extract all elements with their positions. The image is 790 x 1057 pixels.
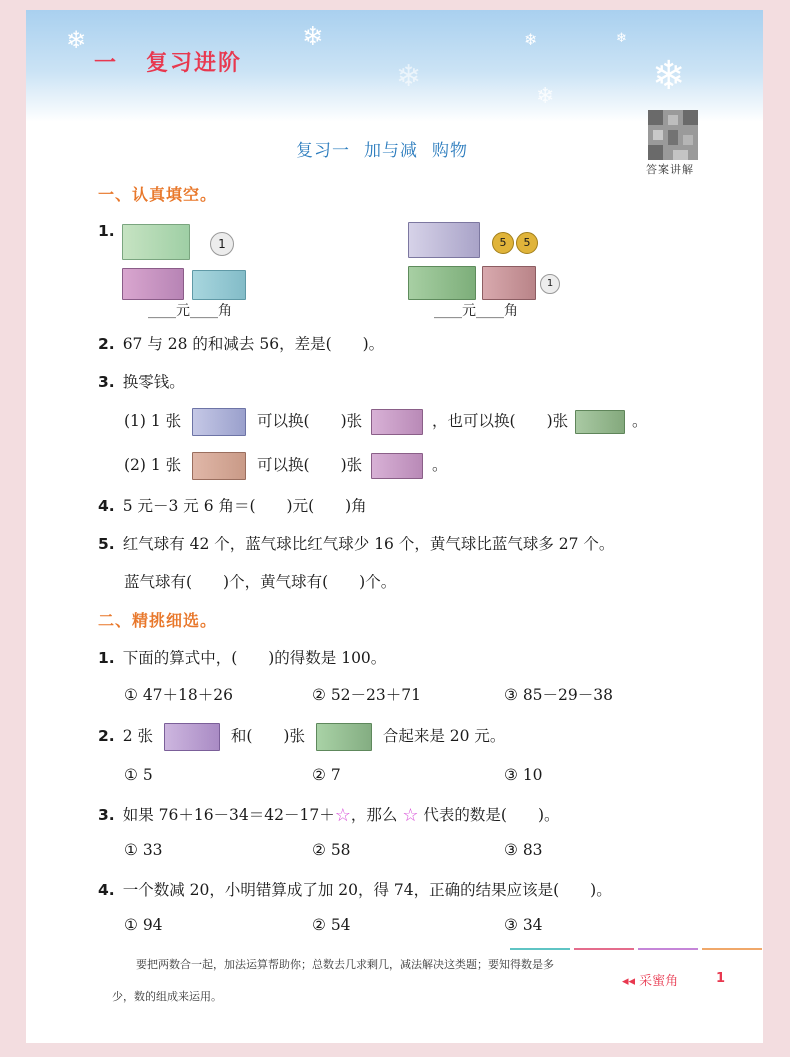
snowflake-icon: ❄ [524, 30, 538, 49]
snowflake-icon: ❄ [536, 84, 555, 109]
workbook-page [26, 10, 763, 1043]
tip-note-line-2: 少，数的组成来运用。 [112, 990, 222, 1003]
choice-question-3 [98, 803, 560, 826]
banknote-icon [122, 268, 184, 300]
unit-number: 一 [94, 51, 119, 76]
question-1-number [98, 222, 123, 240]
answer-blank-left[interactable]: ____元____角 [148, 303, 232, 319]
question-5 [98, 532, 614, 554]
section-title: 二、精挑细选。 [98, 611, 218, 630]
option-c[interactable]: ③ 10 [504, 766, 543, 784]
tip-note-line-1: 要把两数合一起，加法运算帮助你；总数去几求剩几，减法解决这类题；要知得数是多 [136, 958, 554, 971]
coin-icon: 1 [210, 232, 234, 256]
question-number: 5. [98, 535, 115, 553]
option-c[interactable]: ③ 85－29－38 [504, 686, 613, 704]
part-text: 可以换( )张 [257, 412, 363, 430]
question-3 [98, 370, 185, 392]
question-4 [98, 494, 367, 516]
banknote-icon [316, 723, 372, 751]
question-text: 红气球有 42 个，蓝气球比红气球少 16 个，黄气球比蓝气球多 27 个。 [122, 535, 615, 553]
option-b[interactable]: ② 52－23＋71 [312, 686, 421, 704]
choice-question-2 [98, 723, 505, 751]
question-2 [98, 332, 384, 354]
money-group-left [122, 224, 262, 298]
question-text: 下面的算式中，( )的得数是 100。 [122, 649, 387, 667]
question-number: 3. [98, 373, 115, 391]
banknote-icon [371, 453, 423, 479]
question-number: 4. [98, 881, 115, 899]
part-prefix: (2) 1 张 [124, 456, 182, 474]
option-c[interactable]: ③ 34 [504, 916, 543, 934]
option-b[interactable]: ② 58 [312, 841, 351, 859]
banknote-icon [482, 266, 536, 300]
option-a[interactable]: ① 94 [124, 916, 163, 934]
qr-label: 答案讲解 [646, 163, 694, 176]
option-b[interactable]: ② 7 [312, 766, 341, 784]
page-number: 1 [716, 971, 726, 986]
lesson-subtitle: 加与减 [364, 141, 418, 161]
snowflake-icon: ❄ [66, 26, 87, 54]
question-3-part-2 [124, 452, 448, 480]
lesson-topic: 购物 [432, 141, 468, 161]
coin-icon: 5 [516, 232, 538, 254]
question-text: 5 元－3 元 6 角＝( )元( )角 [122, 497, 367, 515]
question-text: 和( )张 [230, 727, 305, 745]
snowflake-icon: ❄ [652, 53, 686, 99]
question-5-line-2: 蓝气球有( )个，黄气球有( )个。 [124, 573, 397, 591]
question-text: ，那么 [350, 806, 398, 824]
option-b[interactable]: ② 54 [312, 916, 351, 934]
unit-title-text: 复习进阶 [146, 51, 243, 76]
banknote-icon [192, 270, 246, 300]
part-end: 。 [432, 456, 448, 474]
question-text: 2 张 [122, 727, 153, 745]
question-number: 1. [98, 222, 115, 240]
section-title: 一、认真填空。 [98, 185, 218, 204]
banknote-icon [408, 222, 480, 258]
banknote-icon [371, 409, 423, 435]
question-text: 如果 76＋16－34＝42－17＋ [122, 806, 335, 824]
banknote-icon [192, 408, 246, 436]
question-number: 4. [98, 497, 115, 515]
banknote-icon [122, 224, 190, 260]
snowflake-icon: ❄ [396, 59, 422, 94]
lesson-title [296, 136, 482, 161]
part-text: 可以换( )张 [257, 456, 363, 474]
option-a[interactable]: ① 33 [124, 841, 163, 859]
banknote-icon [192, 452, 246, 480]
question-text: 代表的数是( )。 [423, 806, 560, 824]
question-number: 3. [98, 806, 115, 824]
answer-blank-right[interactable]: ____元____角 [434, 303, 518, 319]
question-number: 2. [98, 335, 115, 353]
qr-code-icon[interactable] [648, 110, 698, 160]
star-icon: ☆ [402, 805, 419, 826]
snowflake-icon: ❄ [302, 22, 324, 52]
part-end: 。 [632, 412, 648, 430]
star-icon: ☆ [334, 805, 351, 826]
coin-icon: 1 [540, 274, 560, 294]
footer-divider [574, 948, 634, 950]
part-text: ，也可以换( )张 [432, 412, 569, 430]
question-text: 一个数减 20，小明错算成了加 20，得 74，正确的结果应该是( )。 [122, 881, 612, 899]
choice-question-1 [98, 646, 386, 668]
coin-icon: 5 [492, 232, 514, 254]
footer-tag: ◂◂ 采蜜角 [622, 974, 679, 989]
question-text: 换零钱。 [122, 373, 185, 391]
banknote-icon [164, 723, 220, 751]
banknote-icon [408, 266, 476, 300]
option-c[interactable]: ③ 83 [504, 841, 543, 859]
question-number: 1. [98, 649, 115, 667]
option-a[interactable]: ① 47＋18＋26 [124, 686, 233, 704]
snowflake-icon: ❄ [616, 31, 627, 46]
money-group-right [408, 222, 568, 300]
unit-title [94, 46, 242, 77]
option-a[interactable]: ① 5 [124, 766, 153, 784]
choice-question-4 [98, 878, 612, 900]
banknote-icon [575, 410, 625, 434]
lesson-title-number: 复习一 [296, 141, 350, 161]
part-prefix: (1) 1 张 [124, 412, 182, 430]
question-number: 2. [98, 727, 115, 745]
footer-divider [510, 948, 570, 950]
question-text: 67 与 28 的和减去 56，差是( )。 [122, 335, 385, 353]
question-3-part-1 [124, 408, 648, 436]
footer-divider [638, 948, 698, 950]
question-text: 合起来是 20 元。 [382, 727, 506, 745]
footer-divider [702, 948, 762, 950]
